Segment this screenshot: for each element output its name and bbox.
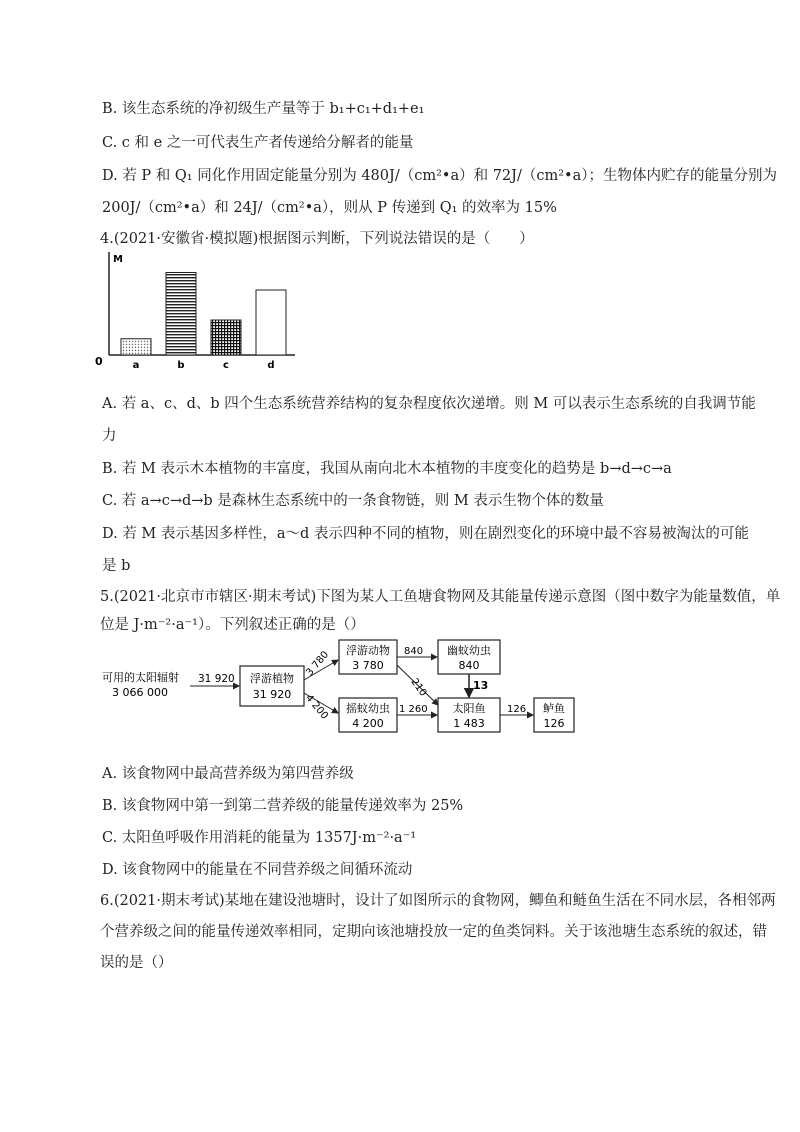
q5-option-a: A. 该食物网中最高营养级为第四营养级 [102,766,354,782]
q5-stem-line2: 位是 J·m⁻²·a⁻¹）。下列叙述正确的是（） [100,617,365,633]
arrow-label-plant-midge: 4 200 [303,692,330,722]
sunfish-name: 太阳鱼 [452,702,486,715]
phantom-midge-larva-name: 幽蚊幼虫 [447,644,491,657]
y-axis-label: M [113,254,123,265]
q6-stem-line3: 误的是（） [100,955,173,971]
sunfish-value: 1 483 [453,717,485,730]
arrow-label-phantom-larva-sunfish: 13 [473,679,489,692]
zooplankton-value: 3 780 [352,659,384,672]
midge-larva-value: 4 200 [352,717,384,730]
phantom-midge-larva-value: 840 [458,659,480,672]
q4-option-a-line2: 力 [102,428,117,444]
q4-option-d-line1: D. 若 M 表示基因多样性，a～d 表示四种不同的植物，则在剧烈变化的环境中最不容易被淘汰的可能 [102,526,749,542]
q5-food-web-diagram [100,635,580,745]
q4-option-b: B. 若 M 表示木本植物的丰富度，我国从南向北木本植物的丰度变化的趋势是 b→d→c→a [102,461,672,477]
q5-option-b: B. 该食物网中第一到第二营养级的能量传递效率为 25% [102,798,464,814]
solar-radiation-value: 3 066 000 [112,686,168,699]
bar-d [256,290,286,355]
bar-a [121,339,151,355]
q3-option-c: C. c 和 e 之一可代表生产者传递给分解者的能量 [102,135,414,151]
q4-option-a-line1: A. 若 a、c、d、b 四个生态系统营养结构的复杂程度依次递增。则 M 可以表示生态系统的自我调节能 [102,396,756,412]
q3-option-d-line1: D. 若 P 和 Q₁ 同化作用固定能量分别为 480J/（cm²•a）和 72J/（cm²•a）；生物体内贮存的能量分别为 [102,168,777,184]
phytoplankton-value: 31 920 [252,688,292,701]
bass-value: 126 [543,717,565,730]
bar-c [211,320,241,355]
q4-option-c: C. 若 a→c→d→b 是森林生态系统中的一条食物链，则 M 表示生物个体的数量 [102,493,604,509]
q3-option-d-line2: 200J/（cm²•a）和 24J/（cm²•a），则从 P 传递到 Q₁ 的效率为 15% [102,200,557,216]
tick-label-c: c [223,360,229,371]
q5-option-c: C. 太阳鱼呼吸作用消耗的能量为 1357J·m⁻²·a⁻¹ [102,830,417,846]
arrow-label-zooplankton-phantom-larva: 840 [404,646,424,657]
q4-bar-chart [95,250,315,380]
q6-stem-line2: 个营养级之间的能量传递效率相同，定期向该池塘投放一定的鱼类饲料。关于该池塘生态系统的叙述，错 [100,924,767,940]
arrow-label-midge-sunfish: 1 260 [399,704,428,715]
tick-label-d: d [267,360,275,371]
arrow-label-sunfish-bass: 126 [507,704,527,715]
arrow-label-plant-zooplankton: 3 780 [304,649,332,679]
q4-option-d-line2: 是 b [102,558,131,574]
zooplankton-name: 浮游动物 [346,644,390,657]
q3-option-b: B. 该生态系统的净初级生产量等于 b₁+c₁+d₁+e₁ [102,101,425,117]
arrow-label-sun-plant: 31 920 [198,673,235,685]
q5-stem-line1: 5.(2021·北京市市辖区·期末考试)下图为某人工鱼塘食物网及其能量传递示意图（图中数字为能量数值，单 [100,589,781,605]
origin-label: 0 [95,355,103,368]
q5-option-d: D. 该食物网中的能量在不同营养级之间循环流动 [102,862,413,878]
tick-label-b: b [177,360,185,371]
q4-stem: 4.(2021·安徽省·模拟题)根据图示判断，下列说法错误的是（ ） [100,231,534,247]
midge-larva-name: 摇蚊幼虫 [346,702,390,715]
bass-name: 鲈鱼 [543,702,565,715]
phytoplankton-name: 浮游植物 [250,672,294,685]
bar-b [166,273,196,356]
arrow-label-zooplankton-sunfish: 210 [408,676,429,699]
tick-label-a: a [132,360,140,371]
q6-stem-line1: 6.(2021·期末考试)某地在建设池塘时，设计了如图所示的食物网，鲫鱼和鲢鱼生活在不同水层，各相邻两 [100,893,776,909]
solar-radiation-label: 可用的太阳辐射 [102,671,179,684]
